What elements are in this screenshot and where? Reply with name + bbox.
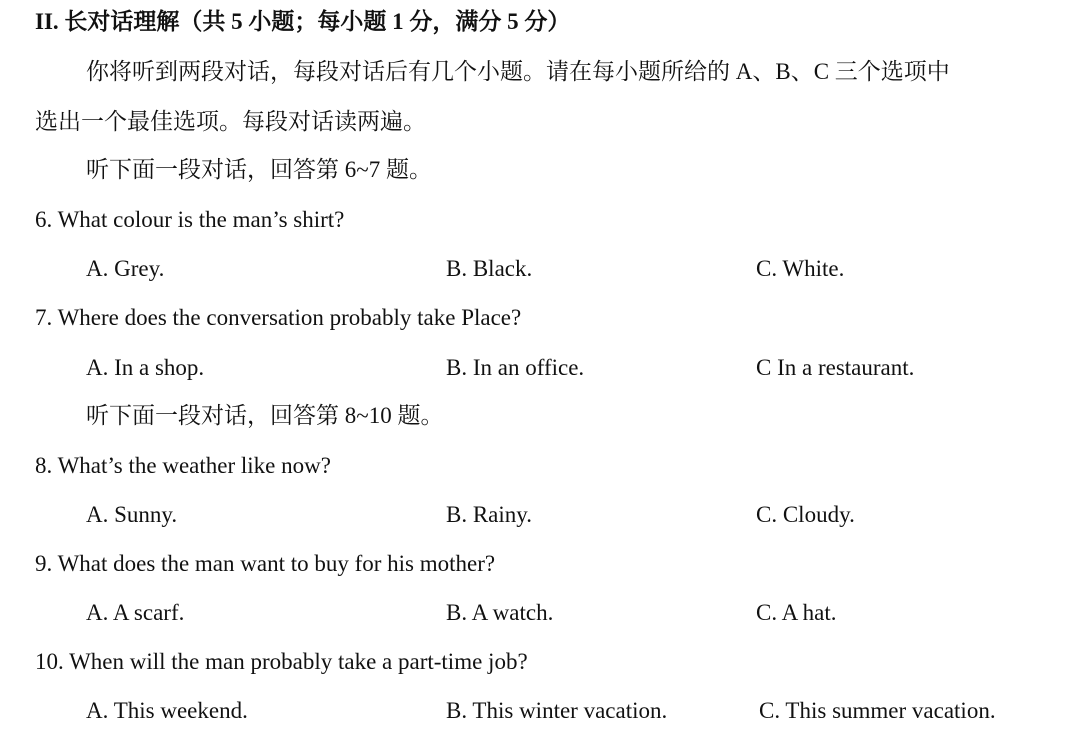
question-6-option-a: A. Grey. <box>86 256 165 281</box>
question-10-option-b: B. This winter vacation. <box>446 698 668 723</box>
question-10-option-c: C. This summer vacation. <box>759 698 996 723</box>
question-9-option-c: C. A hat. <box>756 600 837 625</box>
question-9-option-b: B. A watch. <box>446 600 554 625</box>
question-6-option-c: C. White. <box>756 256 845 281</box>
question-9-stem: 9. What does the man want to buy for his mother? <box>35 551 496 576</box>
question-7-option-a: A. In a shop. <box>86 355 205 380</box>
question-7-option-b: B. In an office. <box>446 355 585 380</box>
question-10-stem: 10. When will the man probably take a part-time job? <box>35 649 528 674</box>
question-8-option-b: B. Rainy. <box>446 502 533 527</box>
question-8-option-a: A. Sunny. <box>86 502 178 527</box>
question-6-stem: 6. What colour is the man’s shirt? <box>35 207 345 232</box>
question-7-stem: 7. Where does the conversation probably take Place? <box>35 305 522 330</box>
question-7-option-c: C In a restaurant. <box>756 355 915 380</box>
question-6-option-b: B. Black. <box>446 256 533 281</box>
dialogue-2-prompt: 听下面一段对话，回答第 8~10 题。 <box>86 403 444 428</box>
question-8-stem: 8. What’s the weather like now? <box>35 453 331 478</box>
instructions-line-1: 你将听到两段对话，每段对话后有几个小题。请在每小题所给的 A、B、C 三个选项中 <box>86 59 950 84</box>
instructions-line-2: 选出一个最佳选项。每段对话读两遍。 <box>35 109 426 134</box>
dialogue-1-prompt: 听下面一段对话，回答第 6~7 题。 <box>86 157 432 182</box>
question-9-option-a: A. A scarf. <box>86 600 185 625</box>
question-8-option-c: C. Cloudy. <box>756 502 855 527</box>
question-10-option-a: A. This weekend. <box>86 698 248 723</box>
section-heading: II. 长对话理解（共 5 小题；每小题 1 分，满分 5 分） <box>35 9 571 34</box>
